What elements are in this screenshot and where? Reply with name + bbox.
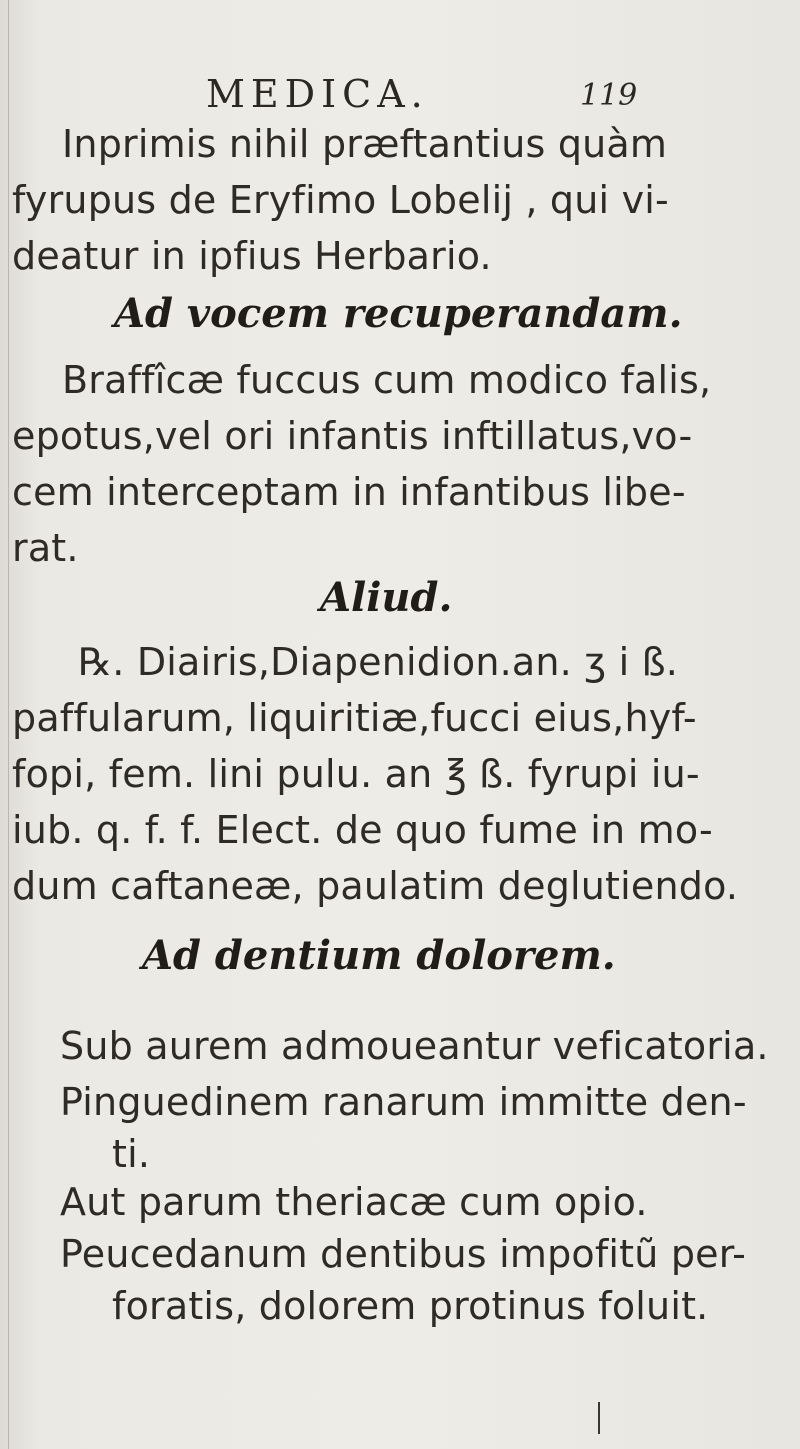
text-line: dum caftaneæ, paulatim deglutiendo. xyxy=(12,864,739,908)
text-line: Braffîcæ fuccus cum modico falis, xyxy=(62,358,712,402)
running-head: MEDICA. xyxy=(206,72,429,116)
page-edge xyxy=(8,0,9,1449)
text-line: Inprimis nihil præftantius quàm xyxy=(62,122,668,166)
text-line: ℞. Diairis,Diapenidion.an. ʒ i ß. xyxy=(78,640,679,684)
text-line: rat. xyxy=(12,526,79,570)
text-line: deatur in ipfius Herbario. xyxy=(12,234,492,278)
text-line: epotus,vel ori infantis inftillatus,vo- xyxy=(12,414,693,458)
section-heading: Ad dentium dolorem. xyxy=(142,932,616,979)
page-header xyxy=(0,66,800,116)
text-line: Peucedanum dentibus impofitũ per- xyxy=(60,1232,747,1276)
text-line: Sub aurem admoueantur veficatoria. xyxy=(60,1024,769,1068)
text-line: fyrupus de Eryfimo Lobelij , qui vi- xyxy=(12,178,669,222)
section-heading: Ad vocem recuperandam. xyxy=(114,290,683,337)
text-line: Pinguedinem ranarum immitte den- xyxy=(60,1080,747,1124)
text-line: ti. xyxy=(112,1132,151,1176)
text-line: Aut parum theriacæ cum opio. xyxy=(60,1180,648,1224)
text-line: foratis, dolorem protinus foluit. xyxy=(112,1284,709,1328)
section-heading: Aliud. xyxy=(320,574,453,621)
text-line: fopi, fem. lini pulu. an ℥ ß. fyrupi iu- xyxy=(12,752,700,796)
page-number: 119 xyxy=(580,78,638,113)
text-line: cem interceptam in infantibus libe- xyxy=(12,470,686,514)
ink-mark xyxy=(598,1402,600,1434)
text-line: iub. q. f. f. Elect. de quo fume in mo- xyxy=(12,808,713,852)
text-line: paffularum, liquiritiæ,fucci eius,hyf- xyxy=(12,696,697,740)
